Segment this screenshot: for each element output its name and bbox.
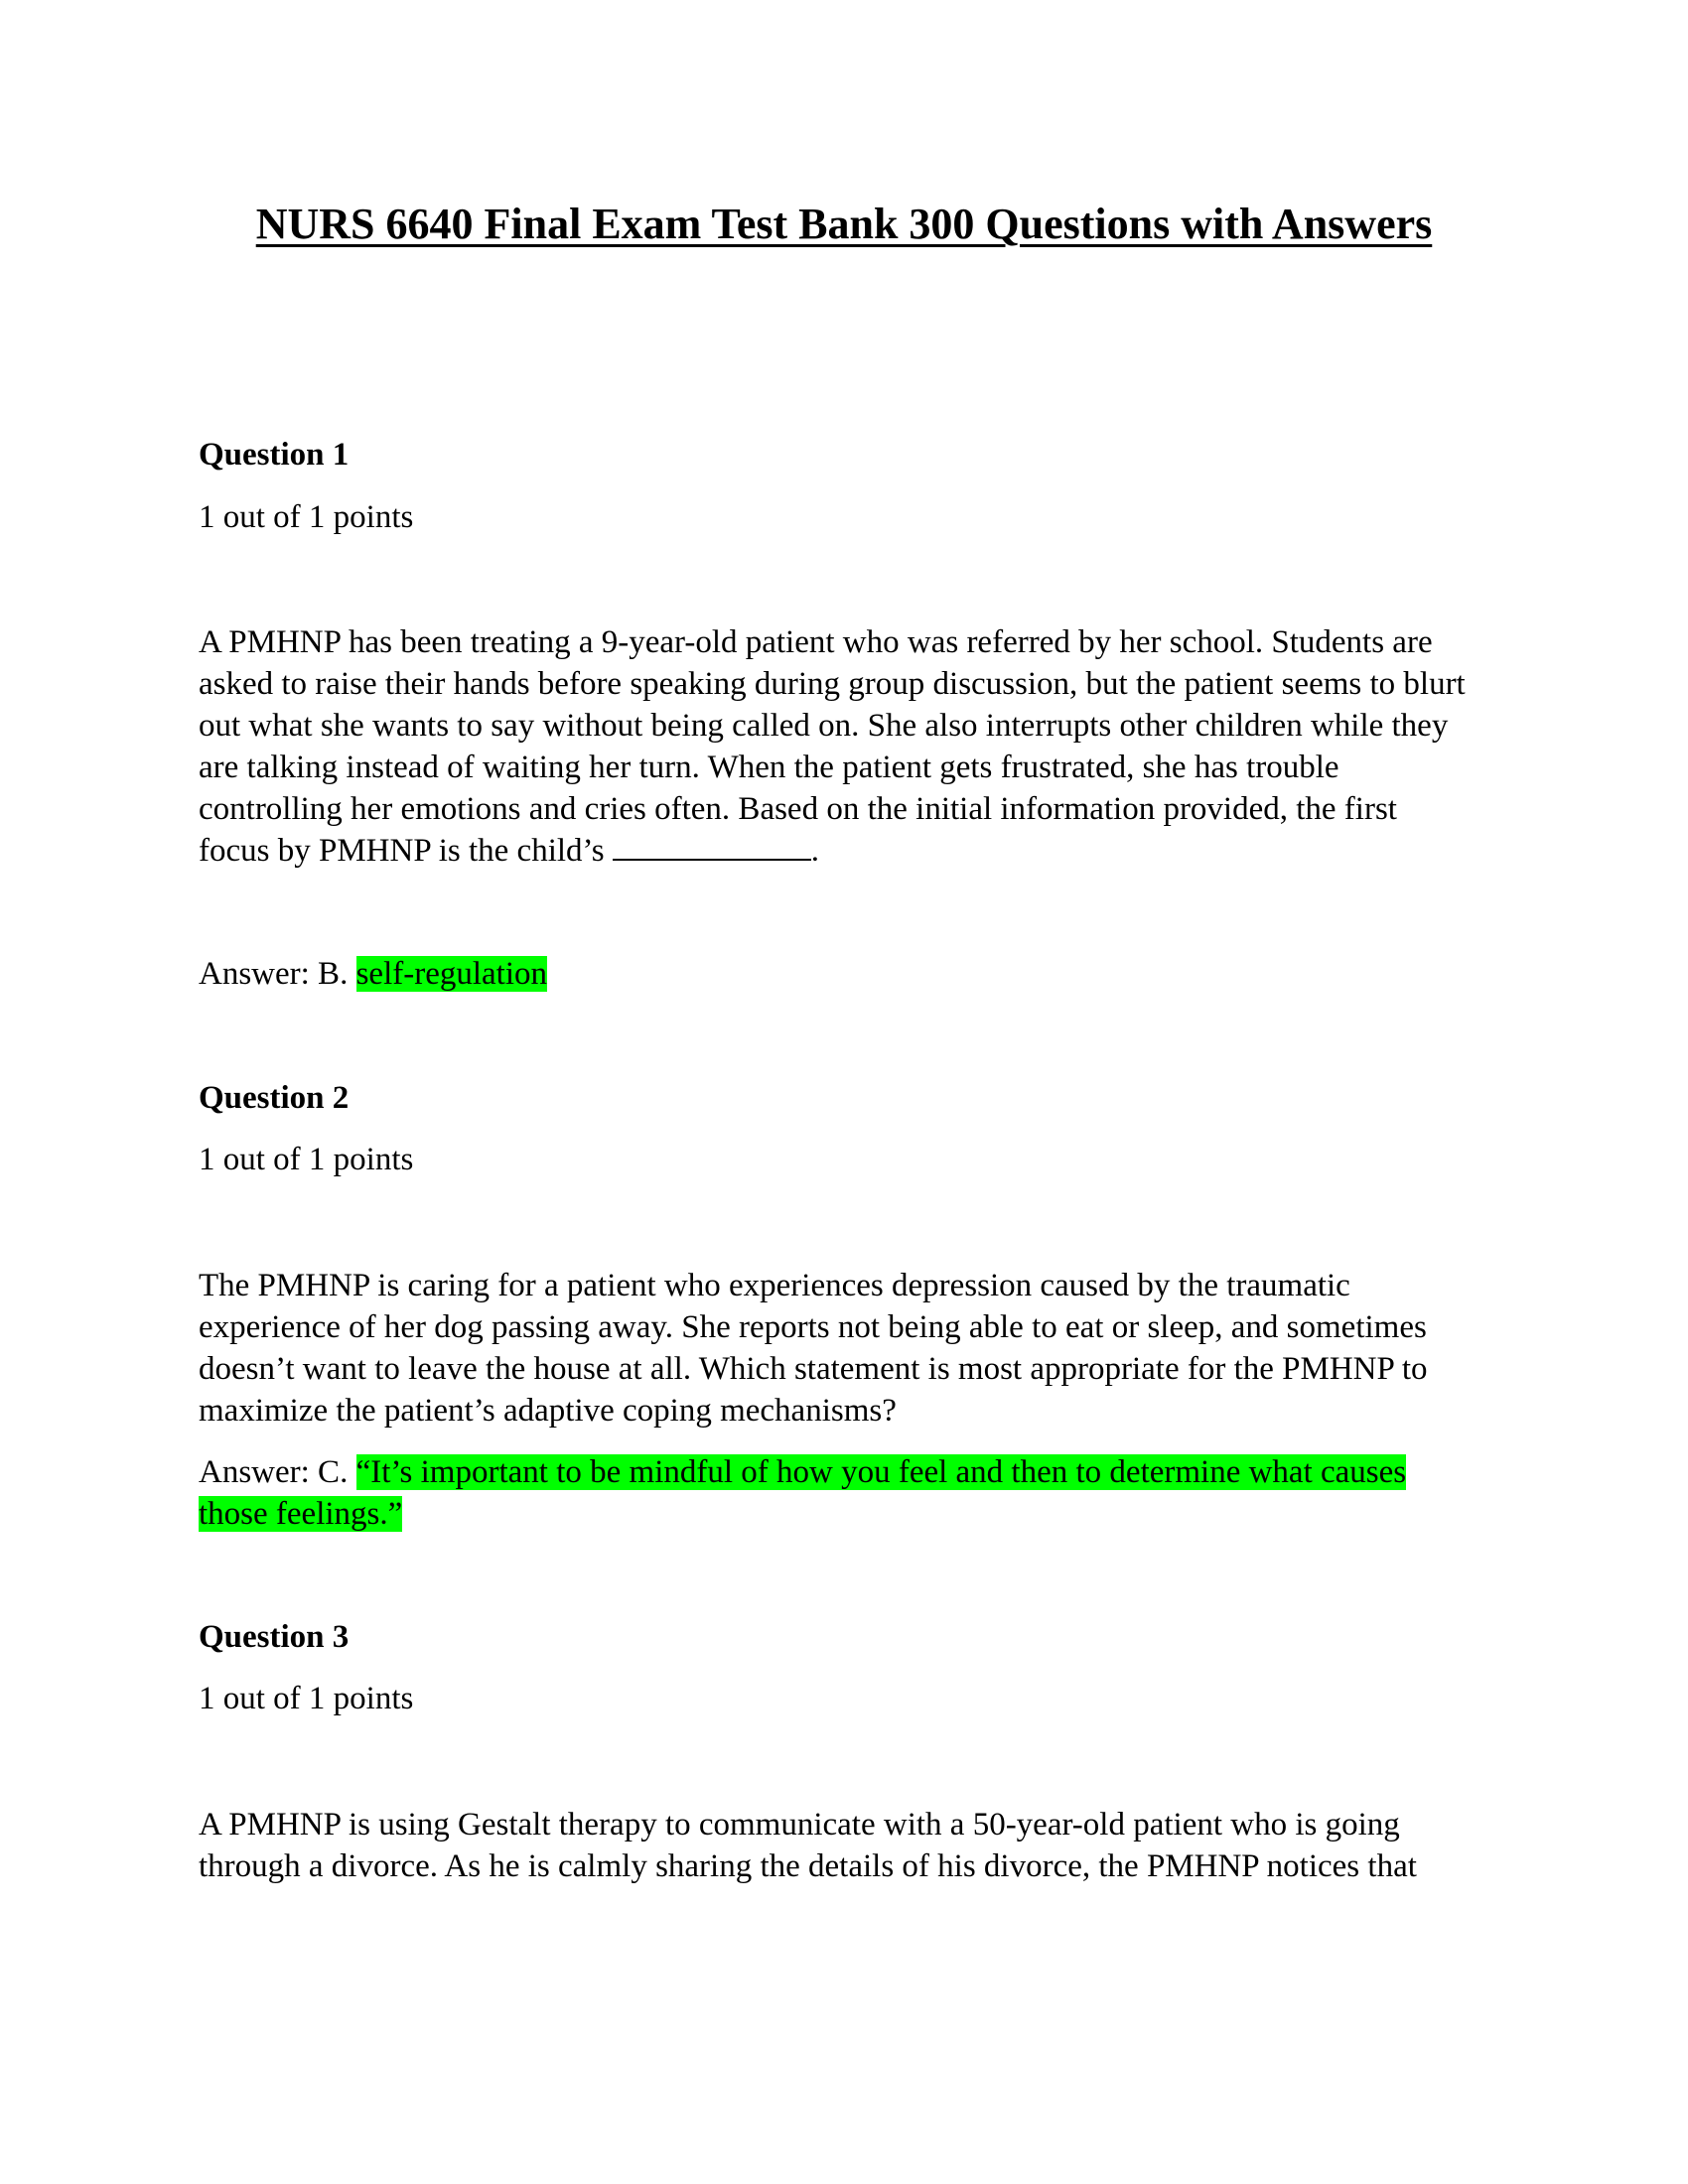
question-2-points: 1 out of 1 points	[199, 1142, 414, 1177]
question-1-line-1: A PMHNP has been treating a 9-year-old patient who was referred by her school. Students are	[199, 624, 1433, 660]
question-2-line-1: The PMHNP is caring for a patient who experiences depression caused by the traumatic	[199, 1268, 1350, 1303]
fill-in-blank	[613, 833, 811, 861]
question-1-line-6-text: focus by PMHNP is the child’s	[199, 833, 605, 869]
question-2-line-3: doesn’t want to leave the house at all. Which statement is most appropriate for the PMHNP to	[199, 1351, 1428, 1387]
answer-prefix: Answer: C.	[199, 1454, 356, 1490]
question-1-points: 1 out of 1 points	[199, 499, 414, 535]
question-1-heading: Question 1	[199, 437, 350, 473]
question-3-heading: Question 3	[199, 1619, 350, 1655]
question-2-line-4: maximize the patient’s adaptive coping mechanisms?	[199, 1393, 897, 1429]
document-title: NURS 6640 Final Exam Test Bank 300 Questions with Answers	[255, 200, 1433, 248]
question-2-line-2: experience of her dog passing away. She reports not being able to eat or sleep, and sometimes	[199, 1309, 1427, 1345]
question-3-points: 1 out of 1 points	[199, 1681, 414, 1716]
answer-line-2	[199, 1493, 1406, 1535]
answer-line-1	[199, 1451, 1406, 1493]
question-2-text	[199, 1265, 1509, 1432]
question-1-line-6	[199, 830, 1509, 872]
answer-highlight: self-regulation	[355, 956, 548, 992]
question-1-line-2: asked to raise their hands before speaking during group discussion, but the patient seems to blurt	[199, 666, 1466, 702]
answer-highlight: those feelings.”	[199, 1496, 403, 1532]
question-2-heading: Question 2	[199, 1080, 350, 1116]
question-3-line-2: through a divorce. As he is calmly sharing the details of his divorce, the PMHNP notices that	[199, 1848, 1417, 1884]
question-1-line-3: out what she wants to say without being called on. She also interrupts other children while they	[199, 708, 1449, 744]
answer-highlight: “It’s important to be mindful of how you feel and then to determine what causes	[355, 1454, 1407, 1490]
question-3-line-1: A PMHNP is using Gestalt therapy to communicate with a 50-year-old patient who is going	[199, 1807, 1400, 1843]
answer-prefix: Answer: B.	[199, 956, 356, 992]
question-2-answer	[199, 1451, 1406, 1535]
question-3-text	[199, 1804, 1509, 1887]
question-1-text	[199, 621, 1509, 872]
question-1-line-5: controlling her emotions and cries often. Based on the initial information provided, the first	[199, 791, 1397, 827]
question-1-answer	[199, 953, 547, 995]
blank-period: .	[810, 833, 820, 869]
question-1-line-4: are talking instead of waiting her turn. When the patient gets frustrated, she has trouble	[199, 750, 1339, 785]
